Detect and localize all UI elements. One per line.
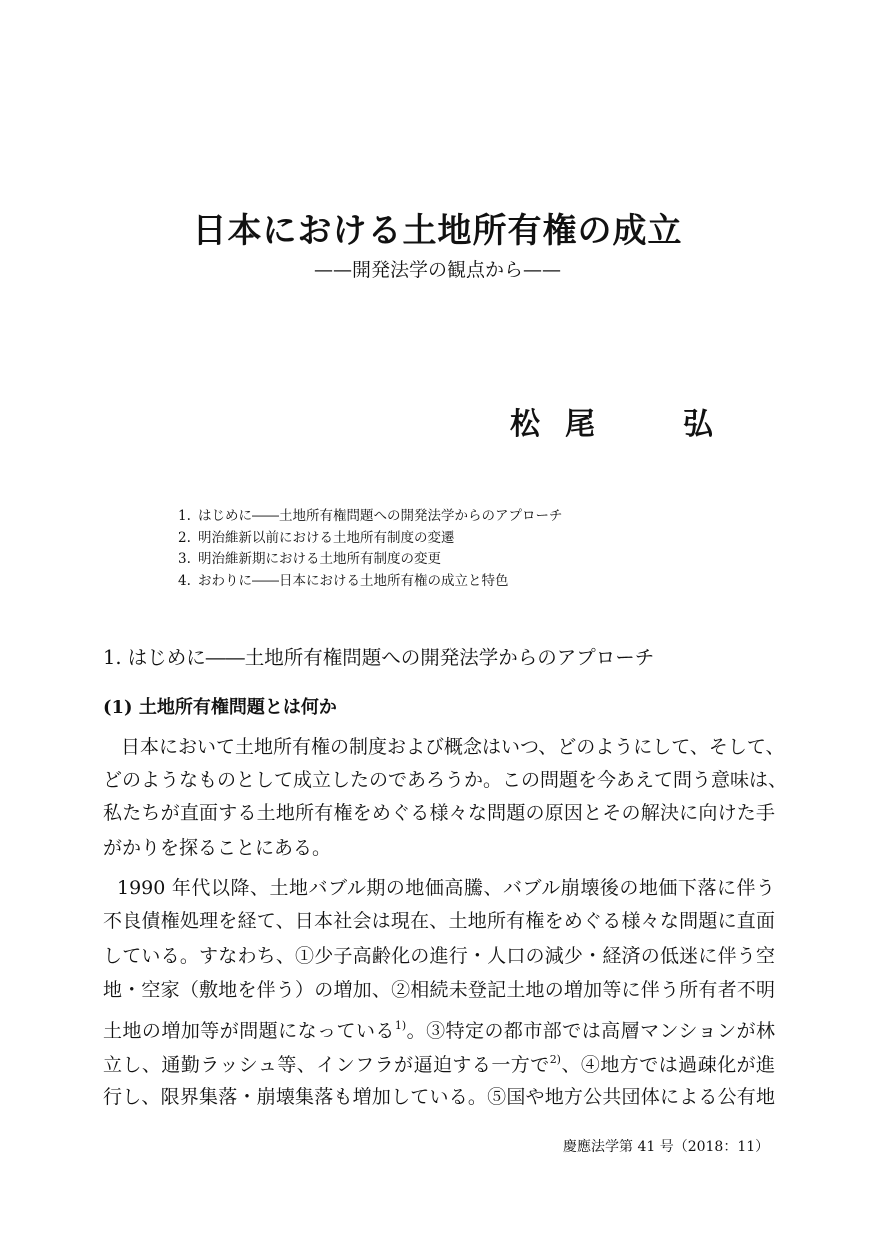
toc-item [178, 528, 563, 550]
body-text-line [103, 1013, 775, 1044]
subsection-heading: (1) 土地所有権問題とは何か [103, 697, 337, 718]
journal-footer: 慶應法学第 41 号（2018：11） [563, 1139, 770, 1155]
footnote-ref: 2) [549, 1053, 561, 1066]
toc-item-number: 3. [178, 551, 191, 567]
toc-item [178, 506, 563, 528]
author-name-part: 松 [510, 407, 540, 442]
body-text-line: 1990 年代以降、土地バブル期の地価高騰、バブル崩壊後の地価下落に伴う [117, 877, 775, 899]
body-text-line: 不良債権処理を経て、日本社会は現在、土地所有権をめぐる様々な問題に直面 [103, 910, 775, 932]
body-text-line [103, 1047, 775, 1078]
body-text-line: している。すなわち、①少子高齢化の進行・人口の減少・経済の低迷に伴う空 [103, 945, 775, 967]
toc-item [178, 549, 563, 571]
body-text-line: 私たちが直面する土地所有権をめぐる様々な問題の原因とその解決に向けた手 [103, 802, 775, 824]
footnote-ref: 1) [394, 1019, 407, 1032]
toc-item-number: 2. [178, 529, 191, 546]
paper-subtitle: ——開発法学の観点から—— [313, 259, 561, 281]
body-text-line: どのようなものとして成立したのであろうか。この問題を今あえて問う意味は、 [103, 769, 788, 791]
toc-item-number: 1. [178, 508, 191, 524]
body-text-span: 土地の増加等が問題になっている [103, 1020, 395, 1042]
paper-title: 日本における土地所有権の成立 [192, 211, 683, 251]
table-of-contents [178, 506, 563, 592]
toc-item-text: 明治維新期における土地所有制度の変更 [198, 551, 441, 567]
toc-item [178, 571, 563, 593]
toc-item-number: 4. [178, 572, 191, 589]
body-text-span: 。③特定の都市部では高層マンションが林 [406, 1020, 775, 1042]
body-text-line: 行し、限界集落・崩壊集落も増加している。⑤国や地方公共団体による公有地 [103, 1086, 775, 1108]
body-text-line: がかりを探ることにある。 [103, 837, 332, 859]
body-text-line: 日本において土地所有権の制度および概念はいつ、どのようにして、そして、 [121, 736, 785, 758]
toc-item-text: はじめに――土地所有権問題への開発法学からのアプローチ [198, 508, 563, 524]
author-name-part: 尾 [565, 407, 595, 442]
section-heading: 1. はじめに――土地所有権問題への開発法学からのアプローチ [103, 646, 655, 669]
body-text-line: 地・空家（敷地を伴う）の増加、②相続未登記土地の増加等に伴う所有者不明 [103, 979, 775, 1001]
author-name-part: 弘 [683, 407, 713, 442]
toc-item-text: 明治維新以前における土地所有制度の変遷 [198, 529, 455, 546]
body-text-span: 、④地方では過疎化が進 [560, 1054, 775, 1076]
body-text-span: 立し、通勤ラッシュ等、インフラが逼迫する一方で [103, 1054, 550, 1076]
toc-item-text: おわりに――日本における土地所有権の成立と特色 [198, 572, 509, 589]
